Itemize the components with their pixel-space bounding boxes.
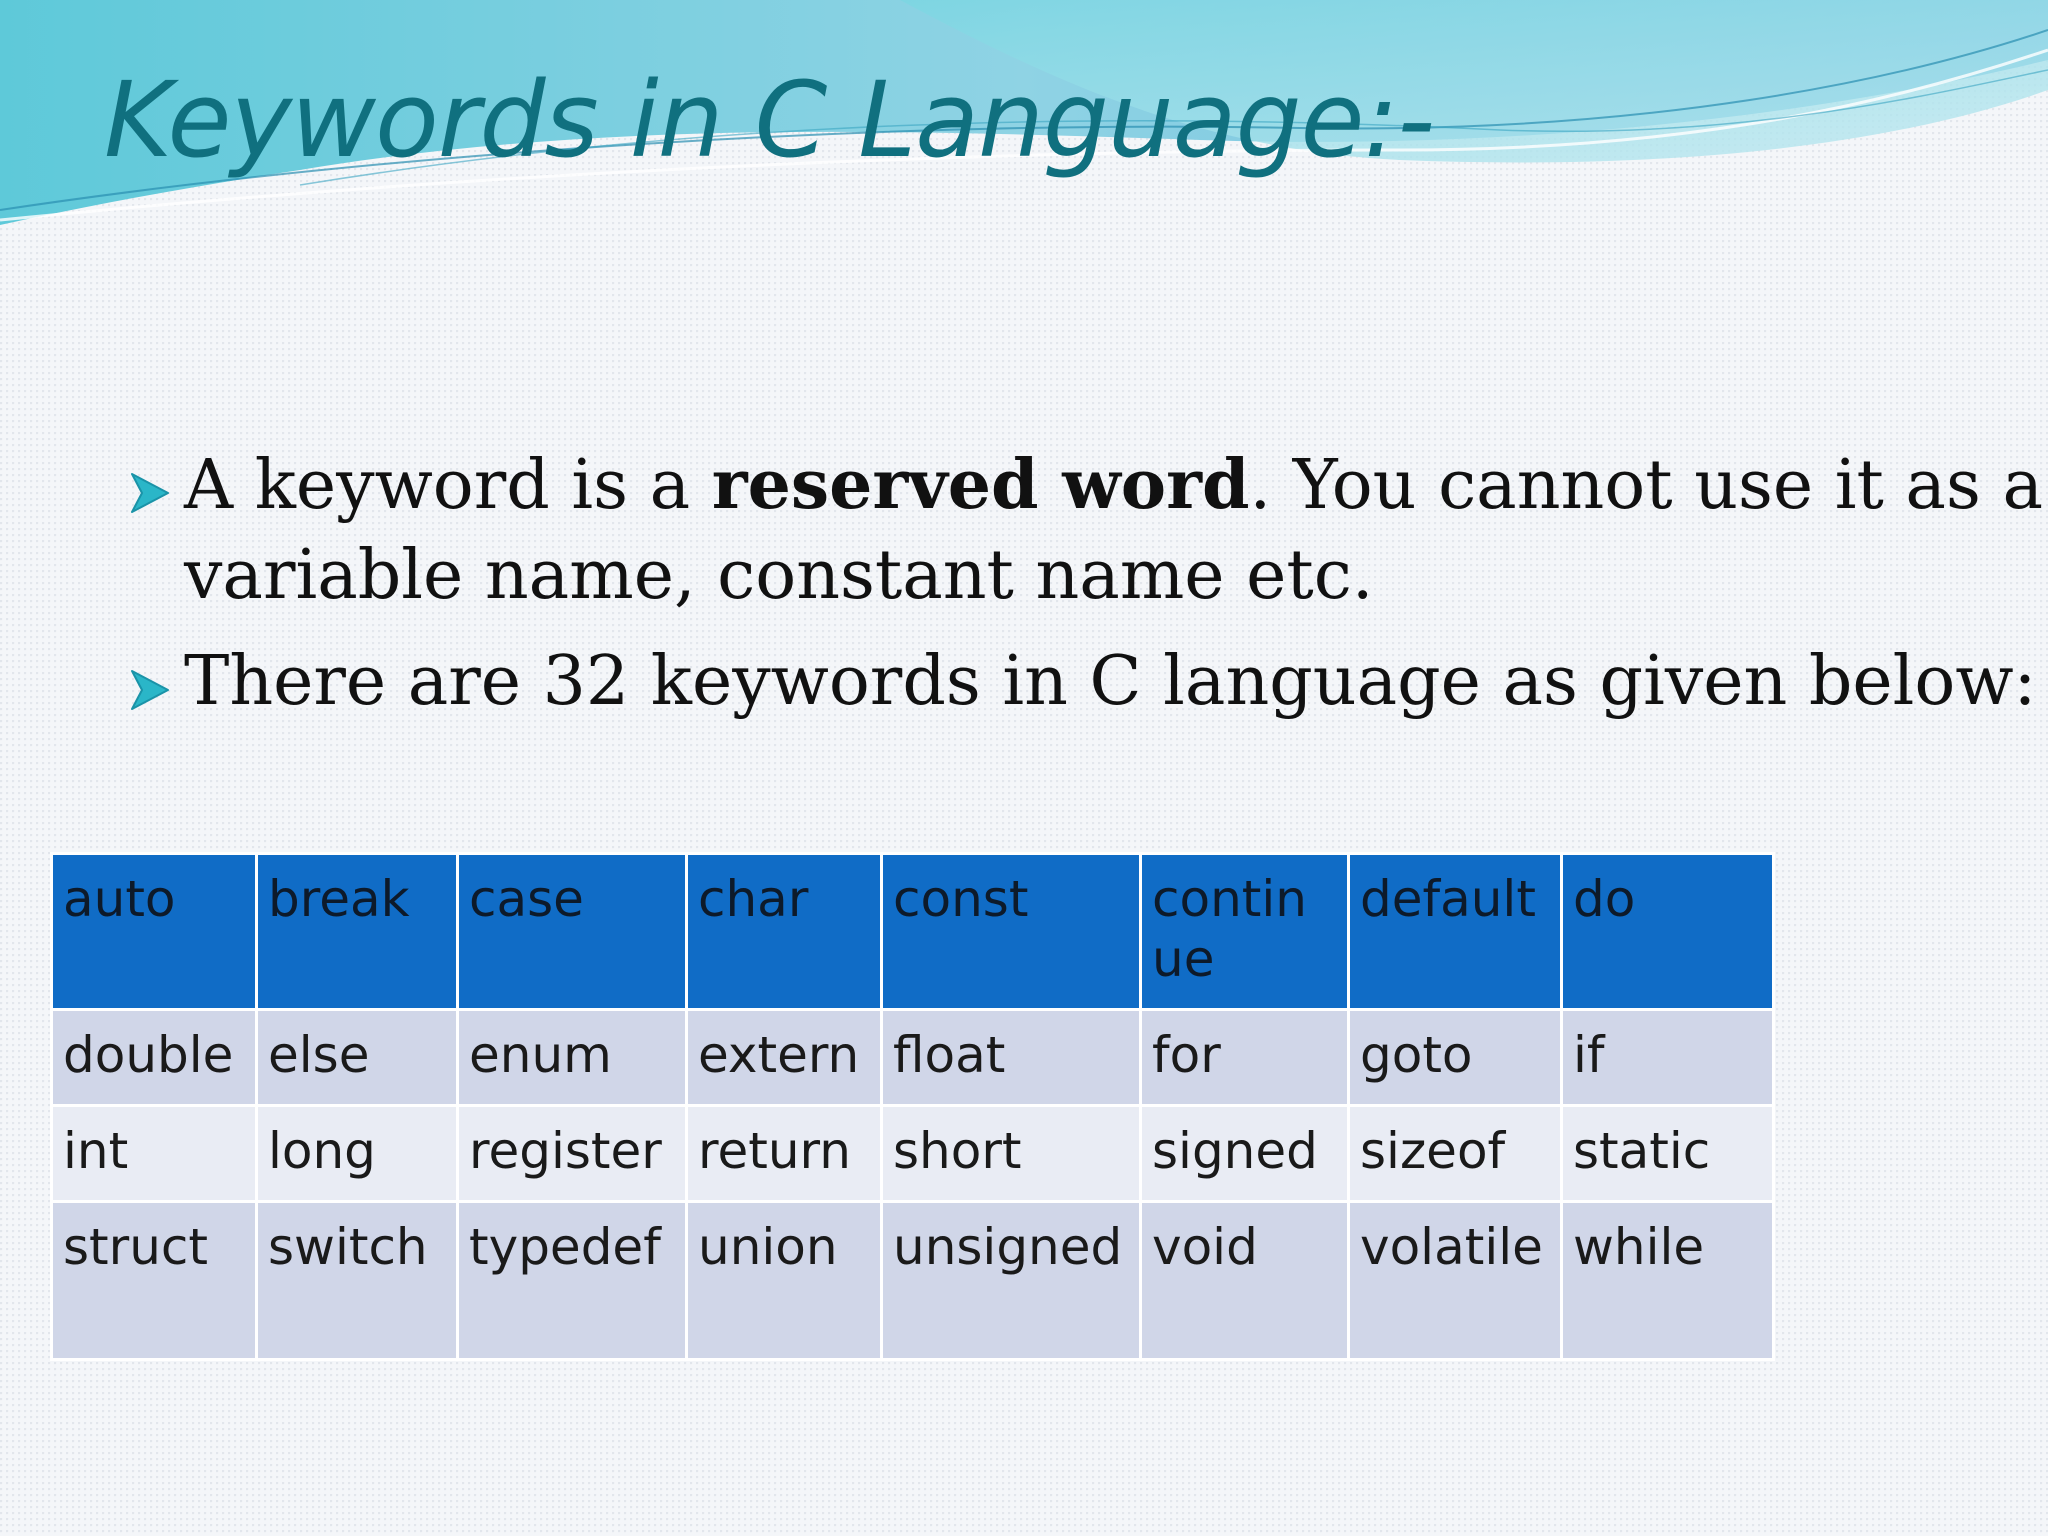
table-cell: union bbox=[687, 1202, 882, 1360]
table-cell: float bbox=[882, 1010, 1141, 1106]
table-cell: auto bbox=[52, 854, 257, 1010]
slide-title: Keywords in C Language:- bbox=[104, 59, 1435, 181]
bullet-item-definition bbox=[128, 440, 2044, 621]
table-cell: double bbox=[52, 1010, 257, 1106]
table-cell: do bbox=[1562, 854, 1774, 1010]
table-cell: case bbox=[458, 854, 687, 1010]
bullet-arrow-icon bbox=[128, 470, 174, 516]
bullet-list bbox=[128, 440, 2044, 743]
table-cell: return bbox=[687, 1106, 882, 1202]
table-cell: long bbox=[257, 1106, 458, 1202]
table-row bbox=[52, 1010, 1774, 1106]
table-cell: extern bbox=[687, 1010, 882, 1106]
keywords-table bbox=[50, 852, 1775, 1361]
table-cell: while bbox=[1562, 1202, 1774, 1360]
table-cell: sizeof bbox=[1349, 1106, 1562, 1202]
table-cell: void bbox=[1141, 1202, 1349, 1360]
bullet-text-line-2: variable name, constant name etc. bbox=[184, 536, 1374, 615]
table-cell: break bbox=[257, 854, 458, 1010]
table-cell: if bbox=[1562, 1010, 1774, 1106]
bold-term: reserved word bbox=[711, 445, 1250, 525]
table-cell: else bbox=[257, 1010, 458, 1106]
table-cell: default bbox=[1349, 854, 1562, 1010]
table-cell: continue bbox=[1141, 854, 1349, 1010]
table-cell: volatile bbox=[1349, 1202, 1562, 1360]
table-cell: int bbox=[52, 1106, 257, 1202]
table-row-header bbox=[52, 854, 1774, 1010]
table-cell: const bbox=[882, 854, 1141, 1010]
bullet-text: There are 32 keywords in C language as given below: bbox=[184, 642, 2037, 721]
table-cell: for bbox=[1141, 1010, 1349, 1106]
table-cell: char bbox=[687, 854, 882, 1010]
table-cell: static bbox=[1562, 1106, 1774, 1202]
table-cell: goto bbox=[1349, 1010, 1562, 1106]
table-cell: short bbox=[882, 1106, 1141, 1202]
table-cell: register bbox=[458, 1106, 687, 1202]
table-cell: struct bbox=[52, 1202, 257, 1360]
table-cell: signed bbox=[1141, 1106, 1349, 1202]
table-cell: typedef bbox=[458, 1202, 687, 1360]
table-cell: unsigned bbox=[882, 1202, 1141, 1360]
table-row bbox=[52, 1106, 1774, 1202]
bullet-item-count bbox=[128, 637, 2037, 727]
bullet-text-line-1: A keyword is a reserved word. You cannot use it as a bbox=[184, 445, 2044, 525]
bullet-arrow-icon bbox=[128, 667, 174, 713]
table-cell: switch bbox=[257, 1202, 458, 1360]
table-row bbox=[52, 1202, 1774, 1360]
table-cell: enum bbox=[458, 1010, 687, 1106]
